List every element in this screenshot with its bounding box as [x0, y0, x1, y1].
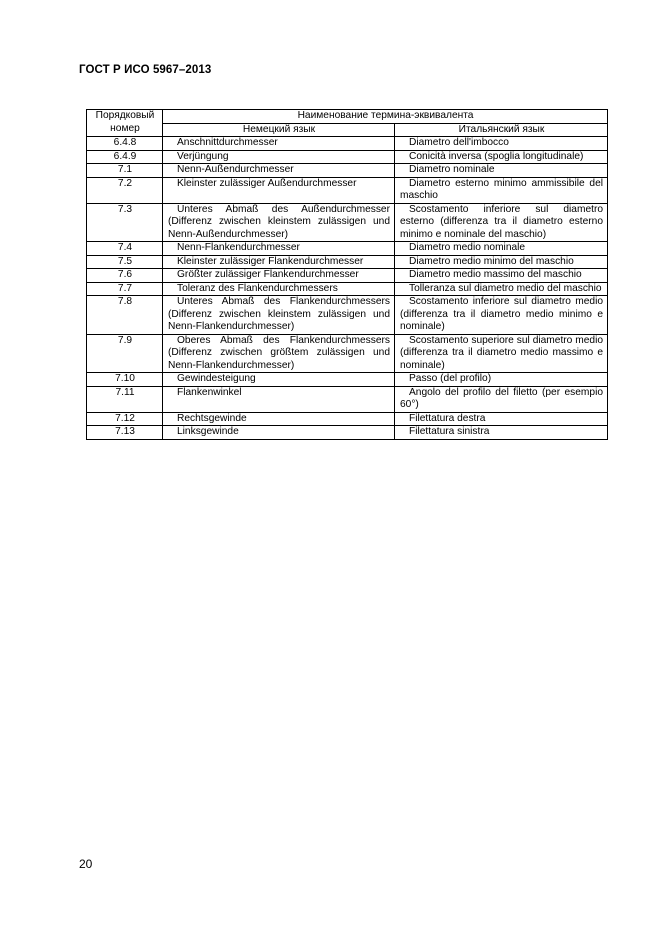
document-header: ГОСТ Р ИСО 5967–2013 [79, 64, 212, 76]
german-term: Unteres Abmaß des Flankendurchmessers (Differenz zwischen kleinstem zulässigen und Nenn-Flankendurchmesser) [163, 296, 395, 335]
german-term: Oberes Abmaß des Flankendurchmessers (Differenz zwischen größtem zulässigen und Nenn-Flankendurchmesser) [163, 334, 395, 373]
header-number: Порядковый номер [87, 110, 163, 137]
german-term: Kleinster zulässiger Flankendurchmesser [163, 255, 395, 269]
table-body [87, 137, 608, 440]
term-number: 7.9 [87, 334, 163, 373]
italian-term: Scostamento inferiore sul diametro esterno (differenza tra il diametro esterno minimo e nominale del maschio) [395, 203, 608, 242]
table-row [87, 269, 608, 283]
italian-term: Passo (del profilo) [395, 373, 608, 387]
header-italian: Итальянский язык [395, 123, 608, 137]
term-number: 7.10 [87, 373, 163, 387]
italian-term: Filettatura sinistra [395, 426, 608, 440]
table-row [87, 150, 608, 164]
german-term: Rechtsgewinde [163, 412, 395, 426]
term-number: 7.4 [87, 242, 163, 256]
german-term: Toleranz des Flankendurchmessers [163, 282, 395, 296]
table-row [87, 177, 608, 203]
german-term: Linksgewinde [163, 426, 395, 440]
german-term: Kleinster zulässiger Außendurchmesser [163, 177, 395, 203]
term-number: 7.12 [87, 412, 163, 426]
term-number: 7.7 [87, 282, 163, 296]
table-row [87, 282, 608, 296]
german-term: Unteres Abmaß des Außendurchmesser (Differenz zwischen kleinstem zulässigen und Nenn-Außendurchmesser) [163, 203, 395, 242]
header-equivalent: Наименование термина-эквивалента [163, 110, 608, 124]
term-number: 7.8 [87, 296, 163, 335]
german-term: Nenn-Flankendurchmesser [163, 242, 395, 256]
page-number: 20 [79, 857, 93, 871]
term-number: 6.4.8 [87, 137, 163, 151]
italian-term: Filettatura destra [395, 412, 608, 426]
italian-term: Tolleranza sul diametro medio del maschio [395, 282, 608, 296]
german-term: Größter zulässiger Flankendurchmesser [163, 269, 395, 283]
table-row [87, 255, 608, 269]
term-number: 7.5 [87, 255, 163, 269]
term-number: 6.4.9 [87, 150, 163, 164]
italian-term: Conicità inversa (spoglia longitudinale) [395, 150, 608, 164]
italian-term: Diametro medio nominale [395, 242, 608, 256]
term-number: 7.3 [87, 203, 163, 242]
table-row [87, 203, 608, 242]
table-head [87, 110, 608, 137]
german-term: Verjüngung [163, 150, 395, 164]
german-term: Nenn-Außendurchmesser [163, 164, 395, 178]
term-number: 7.11 [87, 386, 163, 412]
italian-term: Diametro nominale [395, 164, 608, 178]
italian-term: Scostamento inferiore sul diametro medio (differenza tra il diametro medio minimo e nominale) [395, 296, 608, 335]
header-german: Немецкий язык [163, 123, 395, 137]
term-number: 7.2 [87, 177, 163, 203]
german-term: Gewindesteigung [163, 373, 395, 387]
table-row [87, 334, 608, 373]
table-row [87, 137, 608, 151]
italian-term: Diametro esterno minimo ammissibile del maschio [395, 177, 608, 203]
italian-term: Scostamento superiore sul diametro medio (differenza tra il diametro medio massimo e nominale) [395, 334, 608, 373]
table-row [87, 164, 608, 178]
term-number: 7.13 [87, 426, 163, 440]
table-row [87, 296, 608, 335]
german-term: Flankenwinkel [163, 386, 395, 412]
italian-term: Angolo del profilo del filetto (per esempio 60°) [395, 386, 608, 412]
term-number: 7.6 [87, 269, 163, 283]
table-row [87, 373, 608, 387]
italian-term: Diametro dell'imbocco [395, 137, 608, 151]
terms-table [86, 109, 608, 440]
italian-term: Diametro medio massimo del maschio [395, 269, 608, 283]
term-number: 7.1 [87, 164, 163, 178]
table-row [87, 386, 608, 412]
table-row [87, 426, 608, 440]
italian-term: Diametro medio minimo del maschio [395, 255, 608, 269]
german-term: Anschnittdurchmesser [163, 137, 395, 151]
table-row [87, 242, 608, 256]
table-row [87, 412, 608, 426]
